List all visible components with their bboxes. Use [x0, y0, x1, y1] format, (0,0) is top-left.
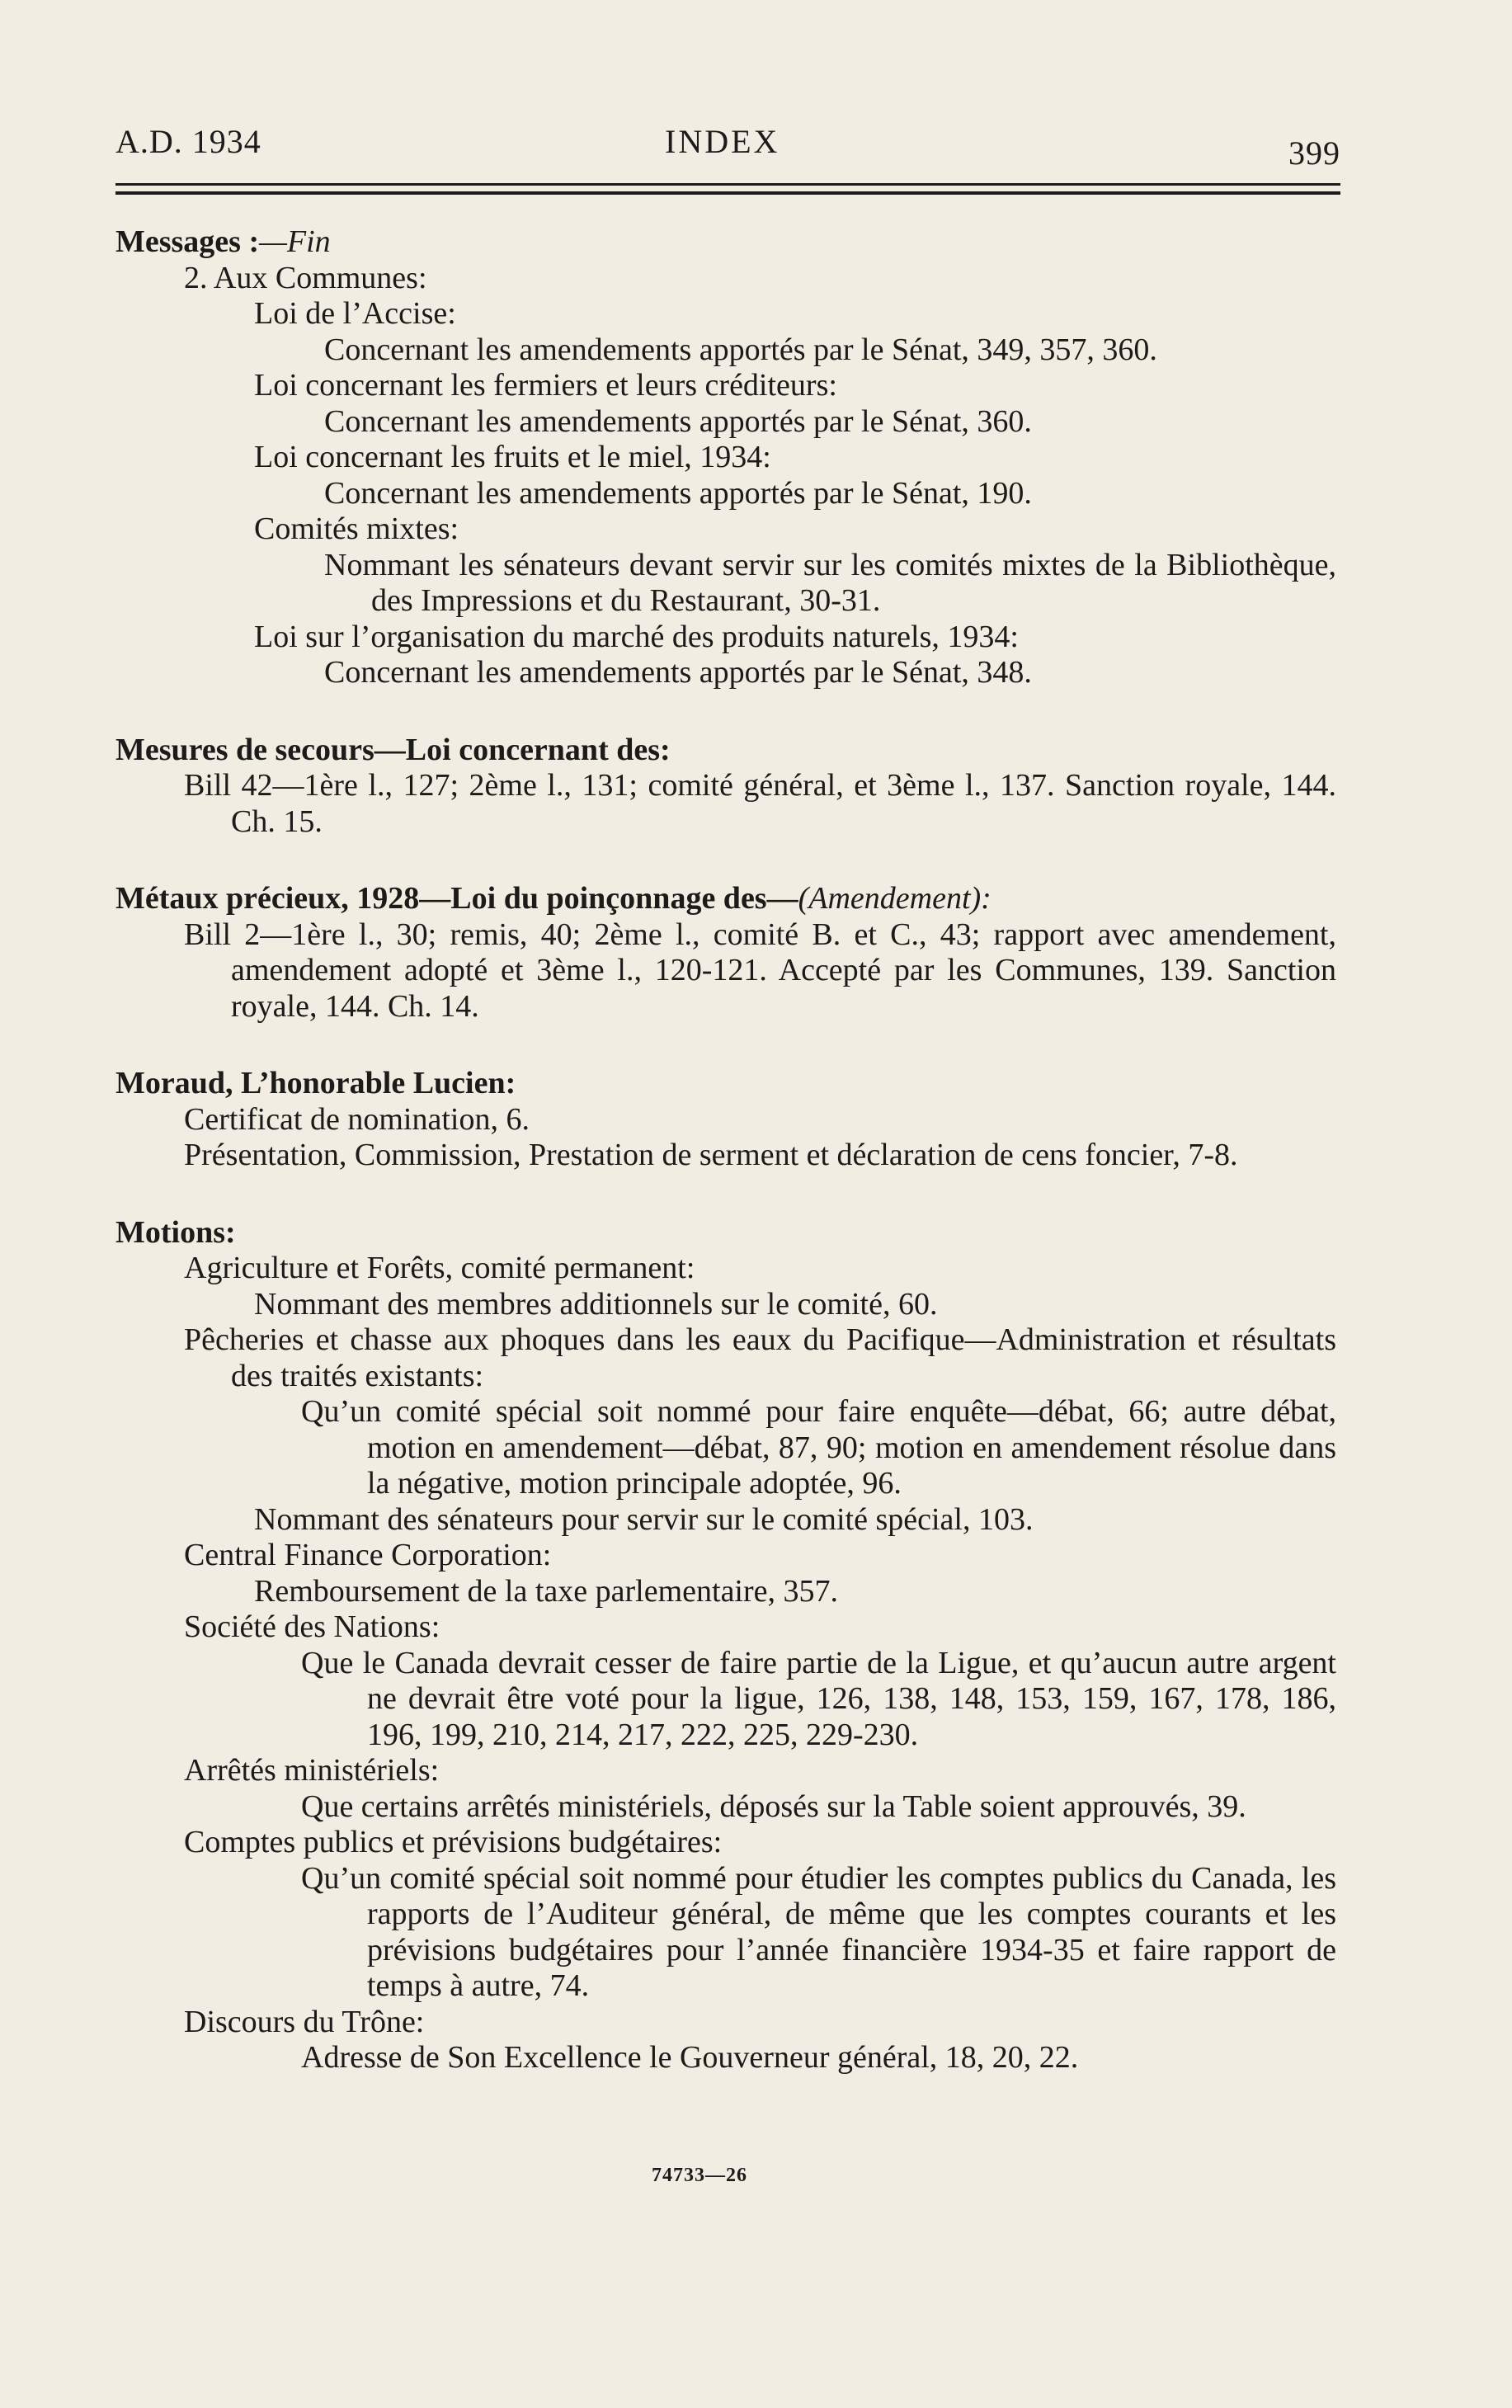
- section-heading-text: Motions:: [115, 1214, 236, 1250]
- section-heading: [115, 224, 1336, 261]
- index-entry: Nommant des sénateurs pour servir sur le comité spécial, 103.: [254, 1501, 1034, 1537]
- header-rule-bottom: [115, 191, 1340, 195]
- index-entry: Remboursement de la taxe parlementaire, 357.: [254, 1573, 839, 1609]
- index-section: [115, 1066, 1336, 1174]
- index-entry: Concernant les amendements apportés par le Sénat, 348.: [324, 655, 1032, 690]
- index-entry: Présentation, Commission, Prestation de serment et déclaration de cens foncier, 7-8.: [184, 1138, 1238, 1172]
- index-entry: Discours du Trône:: [184, 2004, 425, 2039]
- index-entry: Que certains arrêtés ministériels, déposés sur la Table soient approuvés, 39.: [301, 1788, 1246, 1824]
- index-entry: Que le Canada devrait cesser de faire partie de la Ligue, et qu’aucun autre argent ne devrait être voté pour la ligue, 126, 138, 148, 153, 159, 167, 178, 186, 196, 199, 210, 214, 217, 222, 225, 229-230.: [301, 1645, 1336, 1752]
- section-heading-text: Messages :: [115, 224, 260, 259]
- index-entry: Loi concernant les fruits et le miel, 1934:: [254, 440, 771, 474]
- index-entry: Bill 2—1ère l., 30; remis, 40; 2ème l., comité B. et C., 43; rapport avec amendement, amendement adopté et 3ème l., 120-121. Accepté par les Communes, 139. Sanction royale, 144. Ch. 14.: [184, 917, 1336, 1024]
- index-entry: Loi de l’Accise:: [254, 296, 456, 331]
- index-section: [115, 881, 1336, 1025]
- header-rule-top: [115, 183, 1340, 186]
- index-entry: Pêcheries et chasse aux phoques dans les eaux du Pacifique—Administration et résultats des traités existants:: [184, 1322, 1336, 1393]
- page-number: 399: [1288, 134, 1340, 172]
- index-entry: Nommant les sénateurs devant servir sur les comités mixtes de la Bibliothèque, des Impressions et du Restaurant, 30-31.: [324, 547, 1336, 618]
- index-entry: Société des Nations:: [184, 1609, 440, 1644]
- index-entry: Adresse de Son Excellence le Gouverneur général, 18, 20, 22.: [301, 2040, 1079, 2075]
- index-section: [115, 1215, 1336, 2076]
- section-heading-text: Moraud, L’honorable Lucien:: [115, 1066, 516, 1100]
- index-entry: Concernant les amendements apportés par le Sénat, 349, 357, 360.: [324, 332, 1157, 367]
- running-header-year: A.D. 1934: [115, 123, 261, 160]
- index-entry: Agriculture et Forêts, comité permanent:: [184, 1251, 695, 1285]
- section-heading-continuation: —Fin: [259, 224, 331, 259]
- section-heading-continuation: (Amendement):: [798, 881, 992, 916]
- index-entry: Comités mixtes:: [254, 511, 459, 546]
- index-entry: Loi sur l’organisation du marché des produits naturels, 1934:: [254, 619, 1019, 654]
- index-entry: Comptes publics et prévisions budgétaires:: [184, 1825, 723, 1859]
- index-entry: Central Finance Corporation:: [184, 1538, 552, 1572]
- index-entry: Qu’un comité spécial soit nommé pour étudier les comptes publics du Canada, les rapports de l’Auditeur général, de même que les comptes courants et les prévisions budgétaires pour l’année financière 1934-35 et faire rapport de temps à autre, 74.: [301, 1860, 1336, 2003]
- index-entry: Concernant les amendements apportés par le Sénat, 190.: [324, 475, 1032, 511]
- section-heading: [115, 1066, 1336, 1102]
- index-section: [115, 733, 1336, 841]
- section-heading-text: Métaux précieux, 1928—Loi du poinçonnage des—: [115, 881, 798, 916]
- index-entry: Nommant des membres additionnels sur le comité, 60.: [254, 1286, 938, 1322]
- index-entry: Concernant les amendements apportés par le Sénat, 360.: [324, 403, 1032, 439]
- section-heading: [115, 733, 1336, 769]
- index-entry: Loi concernant les fermiers et leurs créditeurs:: [254, 368, 837, 403]
- index-content: [115, 224, 1336, 2118]
- section-heading-text: Mesures de secours—Loi concernant des:: [115, 732, 671, 767]
- section-heading: [115, 881, 1336, 917]
- index-entry: Bill 42—1ère l., 127; 2ème l., 131; comité général, et 3ème l., 137. Sanction royale, 144. Ch. 15.: [184, 768, 1336, 839]
- section-heading: [115, 1215, 1336, 1251]
- printer-code: 74733—26: [652, 2165, 747, 2186]
- index-entry: Arrêtés ministériels:: [184, 1753, 440, 1788]
- running-header-title: INDEX: [665, 123, 780, 160]
- index-entry: Qu’un comité spécial soit nommé pour faire enquête—débat, 66; autre débat, motion en amendement—débat, 87, 90; motion en amendement résolue dans la négative, motion principale adoptée, 96.: [301, 1394, 1336, 1501]
- index-entry: 2. Aux Communes:: [184, 260, 427, 295]
- index-entry: Certificat de nomination, 6.: [184, 1101, 530, 1137]
- index-section: [115, 224, 1336, 691]
